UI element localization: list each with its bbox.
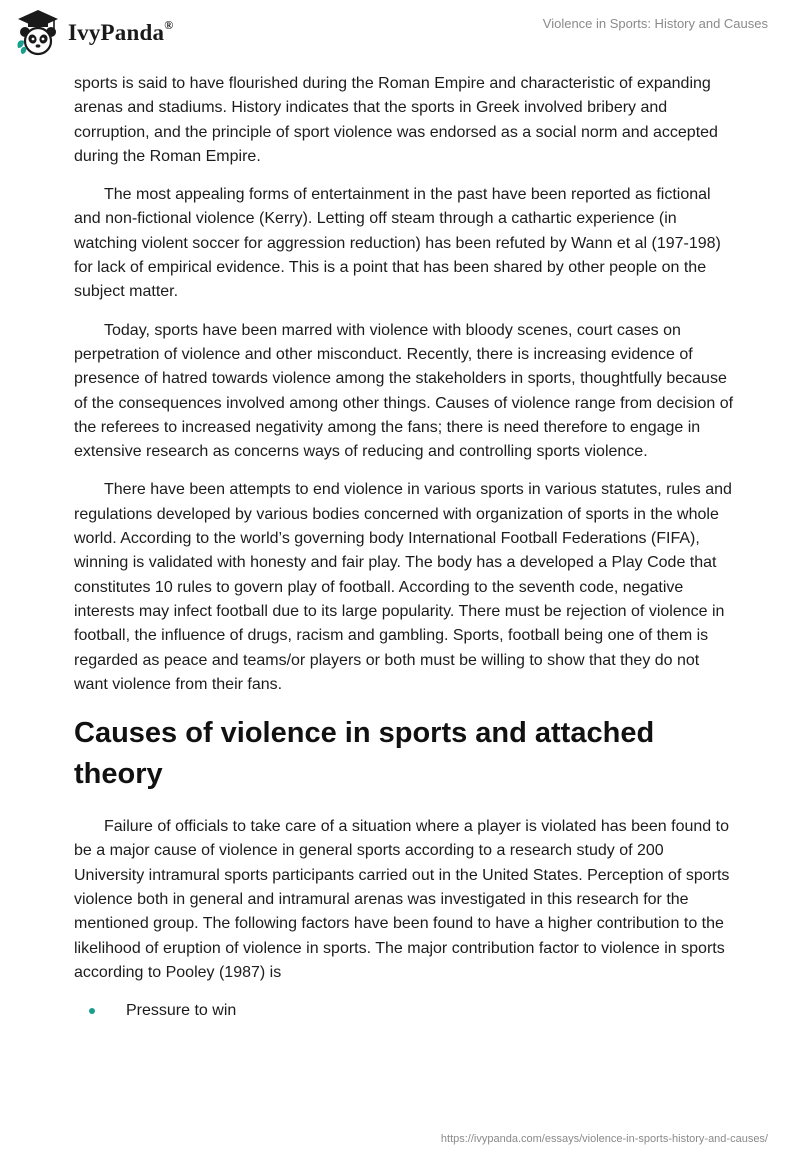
list-item-text: Pressure to win: [126, 1002, 237, 1020]
paragraph: There have been attempts to end violence in various sports in various statutes, rules and regulations developed by various bodies concerned with organization of sports in the whole world. According to the world’s governing body International Football Federations (FIFA), winning is validated with honesty and fair play. The body has a developed a Play Code that constitutes 10 rules to govern play of football. According to the seventh code, negative interests may infect football due to its large popularity. There must be rejection of violence in football, the influence of drugs, racism and gambling. Sports, football being one of them is regarded as peace and teams/or players or both must be willing to show that they do not want violence from their fans.: [74, 481, 732, 693]
brand-name: IvyPanda®: [68, 18, 174, 45]
section-heading: Causes of violence in sports and attached theory: [74, 717, 655, 791]
document-title: Violence in Sports: History and Causes: [542, 16, 768, 31]
panda-graduate-icon: [14, 8, 62, 58]
paragraph: Failure of officials to take care of a situation where a player is violated has been found to be a major cause of violence in general sports according to a research study of 200 University intramural sports participants carried out in the United States. Perception of sports violence both in general and intramural arenas was investigated in this research for the mentioned group. The following factors have been found to have a higher contribution to the likelihood of eruption of violence in sports. The major contribution factor to violence in sports according to Pooley (1987) is: [74, 818, 730, 981]
footer-url-link[interactable]: https://ivypanda.com/essays/violence-in-sports-history-and-causes/: [440, 1133, 768, 1145]
bullet-icon: [89, 1008, 95, 1014]
paragraph: sports is said to have flourished during the Roman Empire and characteristic of expanding arenas and stadiums. History indicates that the sports in Greek involved bribery and corruption, and the principle of sport violence was endorsed as a social norm and accepted during the Roman Empire.: [74, 75, 718, 165]
paragraph: The most appealing forms of entertainment in the past have been reported as fictional and non-fictional violence (Kerry). Letting off steam through a cathartic experience (in watching violent soccer for aggression reduction) has been refuted by Wann et al (197-198) for lack of empirical evidence. This is a point that has been shared by other people on the subject matter.: [74, 186, 721, 301]
bullet-list: [74, 999, 734, 1023]
ivypanda-logo[interactable]: [14, 8, 173, 58]
essay-content: [74, 72, 734, 1023]
list-item: [74, 999, 734, 1023]
page-header: [0, 0, 800, 70]
paragraph: Today, sports have been marred with violence with bloody scenes, court cases on perpetration of violence and other misconduct. Recently, there is increasing evidence of presence of hatred towards violence among the stakeholders in sports, thoughtfully because of the consequences involved among other things. Causes of violence range from decision of the referees to increased negativity among the fans; there is need therefore to engage in extensive research as concerns ways of reducing and controlling sports violence.: [74, 321, 734, 461]
